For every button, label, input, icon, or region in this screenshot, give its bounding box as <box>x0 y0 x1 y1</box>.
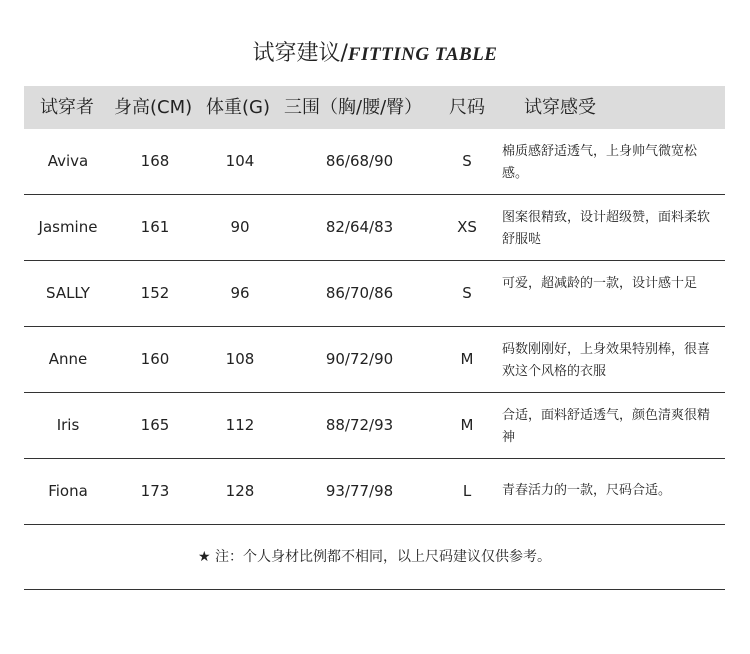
cell-measurements: 88/72/93 <box>325 416 394 434</box>
cell-measurements: 86/70/86 <box>325 284 394 302</box>
cell-name: Iris <box>56 416 80 434</box>
header-weight: 体重(G) <box>206 97 270 118</box>
cell-feel: 可爱，超减龄的一款，设计感十足 <box>502 276 698 291</box>
header-name: 试穿者 <box>40 97 94 118</box>
cell-name: Aviva <box>47 152 89 170</box>
cell-feel: 棉质感舒适透气，上身帅气微宽松感。 <box>502 144 698 181</box>
cell-size: S <box>462 152 472 170</box>
table-row <box>24 129 725 195</box>
table-row <box>24 393 725 459</box>
cell-feel: 合适，面料舒适透气，颜色清爽很精神 <box>502 408 711 445</box>
cell-size: L <box>462 482 472 500</box>
cell-weight: 128 <box>225 482 255 500</box>
cell-name: Jasmine <box>38 218 98 236</box>
cell-measurements: 82/64/83 <box>325 218 394 236</box>
table-row <box>24 261 725 327</box>
cell-name: SALLY <box>46 284 90 302</box>
cell-size: S <box>462 284 472 302</box>
cell-size: XS <box>457 218 477 236</box>
cell-feel: 图案很精致，设计超级赞，面料柔软舒服哒 <box>502 210 711 247</box>
header-measurements: 三围（胸/腰/臀） <box>284 97 423 118</box>
cell-weight: 90 <box>230 218 250 236</box>
cell-weight: 108 <box>225 350 255 368</box>
table-header <box>24 86 725 129</box>
cell-weight: 96 <box>230 284 250 302</box>
table-row <box>24 459 725 525</box>
cell-feel: 码数刚刚好，上身效果特别棒，很喜欢这个风格的衣服 <box>502 342 711 379</box>
header-feel: 试穿感受 <box>524 97 596 118</box>
cell-size: M <box>460 416 474 434</box>
cell-measurements: 86/68/90 <box>325 152 394 170</box>
cell-feel: 青春活力的一款，尺码合适。 <box>502 483 672 498</box>
cell-weight: 104 <box>225 152 255 170</box>
cell-height: 161 <box>140 218 170 236</box>
cell-measurements: 93/77/98 <box>325 482 394 500</box>
cell-name: Anne <box>48 350 88 368</box>
cell-weight: 112 <box>225 416 255 434</box>
header-size: 尺码 <box>449 97 485 118</box>
cell-height: 152 <box>140 284 170 302</box>
header-height: 身高(CM) <box>114 97 193 118</box>
cell-height: 168 <box>140 152 170 170</box>
cell-height: 173 <box>140 482 170 500</box>
title-en: FITTING TABLE <box>347 44 498 65</box>
cell-height: 165 <box>140 416 170 434</box>
footnote: ★ 注：个人身材比例都不相同，以上尺码建议仅供参考。 <box>24 525 725 590</box>
table-row <box>24 327 725 393</box>
page-title <box>0 36 750 67</box>
title-cn: 试穿建议/ <box>252 41 348 66</box>
table-row <box>24 195 725 261</box>
cell-name: Fiona <box>48 482 88 500</box>
cell-height: 160 <box>140 350 170 368</box>
cell-size: M <box>460 350 474 368</box>
cell-measurements: 90/72/90 <box>325 350 394 368</box>
